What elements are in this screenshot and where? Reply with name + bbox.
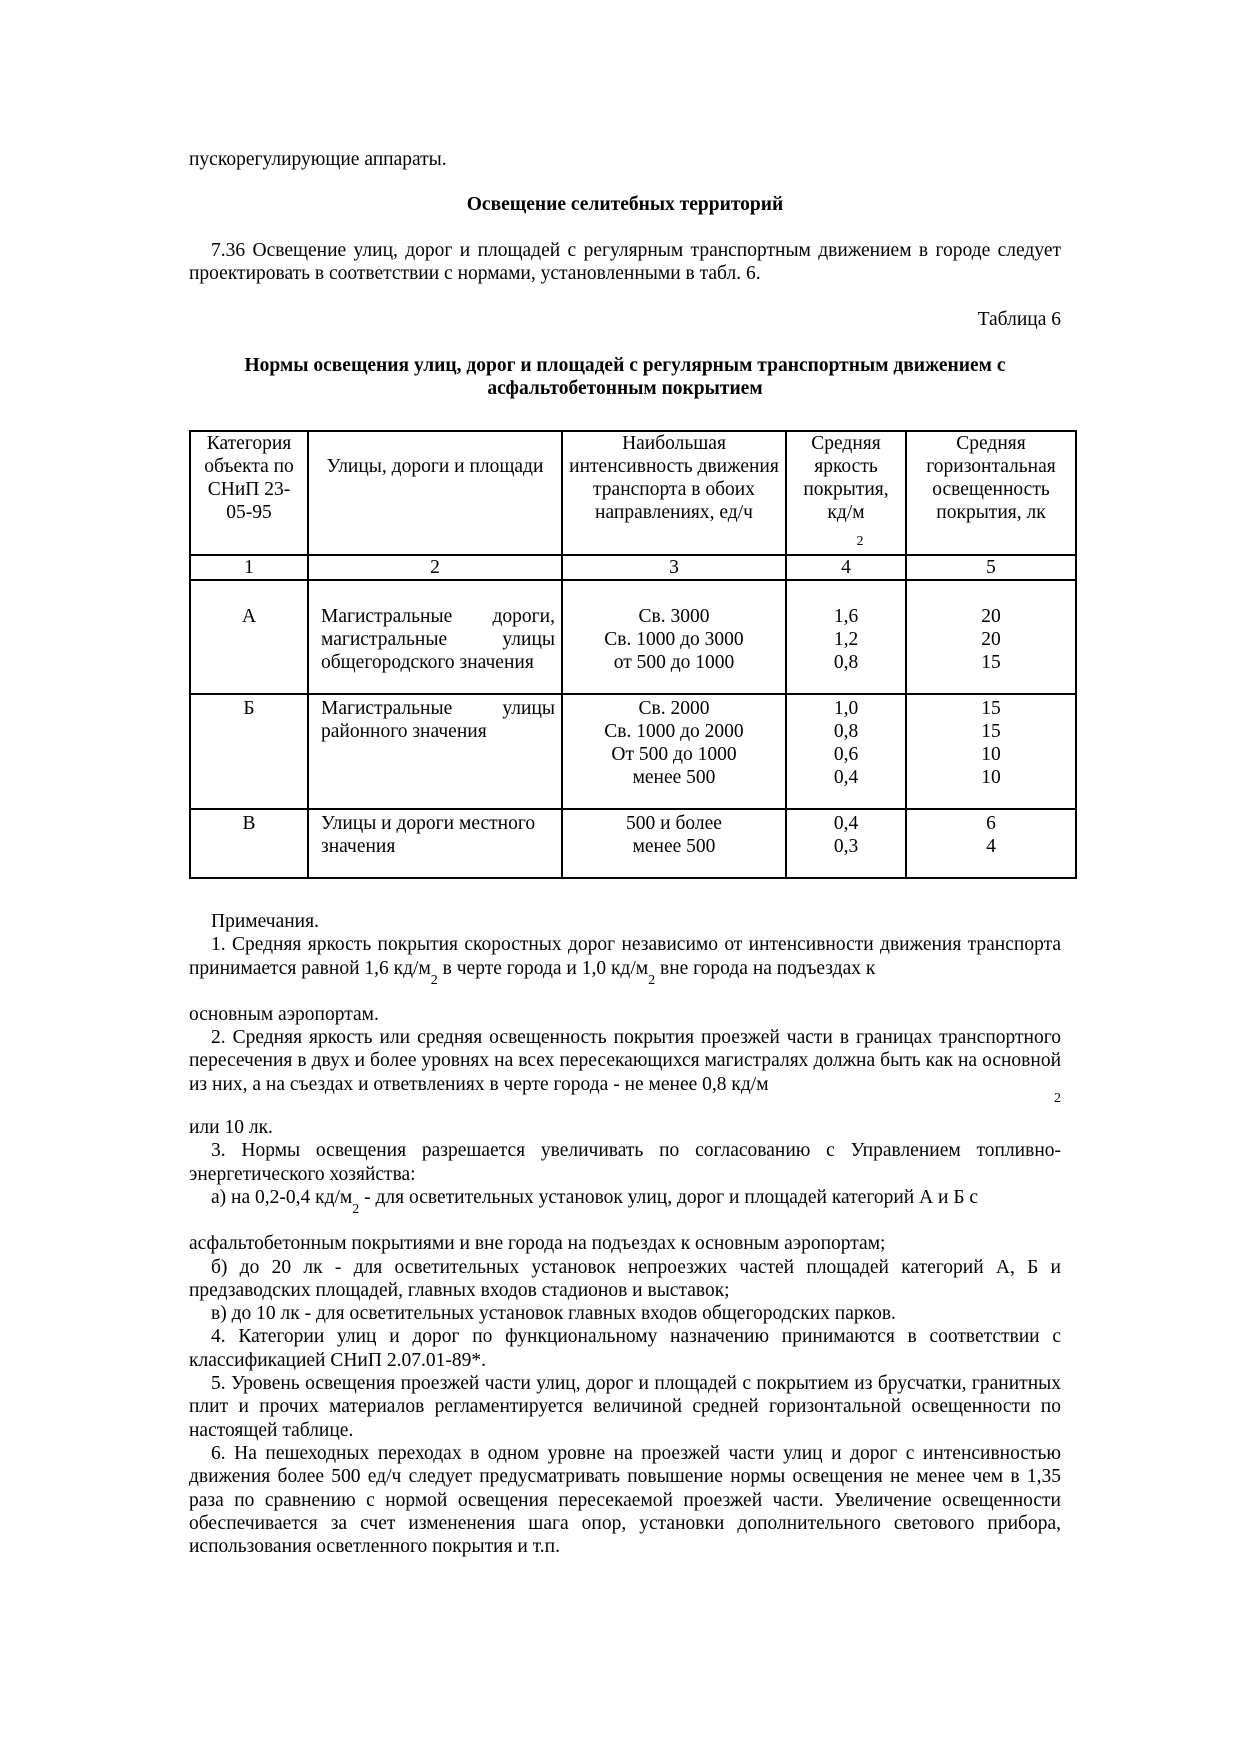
document-page: [189, 148, 1061, 400]
header-brightness-text: Средняя яркость покрытия, кд/м: [803, 433, 889, 523]
intensity-value: менее 500: [632, 836, 716, 857]
table-title-line-2: асфальтобетонным покрытием: [487, 378, 763, 399]
intensity-value: от 500 до 1000: [613, 652, 735, 673]
cell-street-type: Улицы и дороги местного значения: [308, 809, 562, 878]
note-3b: б) до 20 лк - для осветительных установок непроезжих частей площадей категорий А, Б и предзаводских площадей, главных входов стадионов и выставок;: [189, 1256, 1061, 1301]
brightness-value: 0,8: [833, 652, 859, 673]
note-3a-continuation: асфальтобетонным покрытиями и вне города на подъездах к основным аэропортам;: [189, 1233, 886, 1255]
illuminance-value: 6: [986, 813, 996, 834]
note-2-continuation: или 10 лк.: [189, 1117, 273, 1139]
superscript-2: 2: [648, 972, 656, 988]
cell-illuminance: [906, 809, 1076, 878]
note-6: 6. На пешеходных переходах в одном уровне на проезжей части улиц и дорог с интенсивностью движения более 500 ед/ч следует предусматривать повышение нормы освещения не менее чем в 1,35 раза по сравнению с нормой освещения пересекаемой проезжей части. Увеличение освещенности обеспечивается за счет измененения шага опор, установки дополнительного светового прибора, использования осветленного покрытия и т.п.: [189, 1442, 1061, 1558]
note-2: [189, 1026, 1061, 1096]
cell-category: А: [190, 580, 308, 694]
superscript-2: 2: [430, 972, 438, 988]
cell-brightness: [786, 580, 906, 694]
column-number: 3: [562, 555, 786, 580]
brightness-value: 0,6: [833, 744, 859, 765]
notes-heading: Примечания.: [211, 911, 319, 932]
cell-street-type: Магистральные дороги, магистральные улицы общегородского значения: [308, 580, 562, 694]
brightness-value: 0,4: [833, 813, 859, 834]
table-label: Таблица 6: [977, 309, 1061, 330]
cell-category: Б: [190, 694, 308, 809]
header-brightness: [786, 431, 906, 555]
intensity-value: 500 и более: [626, 813, 722, 834]
brightness-value: 1,6: [833, 606, 859, 627]
brightness-value: 1,2: [833, 629, 859, 650]
column-number: 1: [190, 555, 308, 580]
column-number: 2: [308, 555, 562, 580]
column-number: 5: [906, 555, 1076, 580]
cell-street-type: Магистральные улицы районного значения: [308, 694, 562, 809]
intensity-value: менее 500: [632, 767, 716, 788]
header-category: Категория объекта по СНиП 23-05-95: [190, 431, 308, 555]
table-title-line-1: Нормы освещения улиц, дорог и площадей с регулярным транспортным движением с: [244, 355, 1006, 376]
brightness-value: 0,8: [833, 721, 859, 742]
illuminance-value: 10: [981, 767, 1001, 788]
superscript-2: 2: [352, 1201, 360, 1217]
header-brightness-sup: 2: [856, 534, 864, 549]
cell-intensity: [562, 580, 786, 694]
illuminance-value: 20: [981, 606, 1001, 627]
illuminance-value: 15: [981, 721, 1001, 742]
intensity-value: Св. 2000: [638, 698, 710, 719]
column-number-row: [190, 555, 1076, 580]
illuminance-value: 4: [986, 836, 996, 857]
table-row-category-v: [190, 809, 1076, 878]
header-streets-text: Улицы, дороги и площади: [326, 456, 544, 477]
paragraph-7-36: 7.36 Освещение улиц, дорог и площадей с регулярным транспортным движением в городе следует проектировать в соответствии с нормами, установленными в табл. 6.: [189, 240, 1061, 284]
note-1: [189, 933, 1061, 988]
brightness-value: 1,0: [833, 698, 859, 719]
note-3a-text: - для осветительных установок улиц, дорог и площадей категорий А и Б с: [359, 1186, 979, 1208]
brightness-value: 0,3: [833, 836, 859, 857]
note-4: 4. Категории улиц и дорог по функциональному назначению принимаются в соответствии с классификацией СНиП 2.07.01-89*.: [189, 1326, 1061, 1371]
column-number: 4: [786, 555, 906, 580]
cell-intensity: [562, 809, 786, 878]
illuminance-value: 15: [981, 698, 1001, 719]
table-row-category-b: [190, 694, 1076, 809]
table-row-category-a: [190, 580, 1076, 694]
cell-illuminance: [906, 580, 1076, 694]
illuminance-value: 20: [981, 629, 1001, 650]
notes-section: [189, 910, 1061, 1558]
cell-intensity: [562, 694, 786, 809]
table-header-row: [190, 431, 1076, 555]
header-intensity: Наибольшая интенсивность движения транспорта в обоих направлениях, ед/ч: [562, 431, 786, 555]
cell-illuminance: [906, 694, 1076, 809]
brightness-value: 0,4: [833, 767, 859, 788]
continuation-line: пускорегулирующие аппараты.: [189, 149, 447, 170]
illuminance-value: 10: [981, 744, 1001, 765]
note-5: 5. Уровень освещения проезжей части улиц, дорог и площадей с покрытием из брусчатки, гранитных плит и прочих материалов регламентируется величиной средней горизонтальной освещенности по настоящей таблице.: [189, 1373, 1061, 1441]
header-streets: [308, 431, 562, 555]
intensity-value: От 500 до 1000: [611, 744, 737, 765]
note-1-text: в черте города и 1,0 кд/м: [437, 957, 649, 979]
note-3: 3. Нормы освещения разрешается увеличивать по согласованию с Управлением топливно-энергетического хозяйства:: [189, 1140, 1061, 1185]
intensity-value: Св. 3000: [638, 606, 710, 627]
intensity-value: Св. 1000 до 3000: [604, 629, 744, 650]
lighting-norms-table: [189, 430, 1077, 879]
illuminance-value: 15: [981, 652, 1001, 673]
superscript-2: 2: [1054, 1091, 1061, 1107]
note-3a: [189, 1186, 1061, 1217]
section-title: Освещение селитебных территорий: [466, 194, 784, 215]
note-3c: в) до 10 лк - для осветительных установок главных входов общегородских парков.: [211, 1303, 896, 1325]
cell-brightness: [786, 809, 906, 878]
cell-category: В: [190, 809, 308, 878]
intensity-value: Св. 1000 до 2000: [604, 721, 744, 742]
cell-brightness: [786, 694, 906, 809]
note-3a-text: а) на 0,2-0,4 кд/м: [211, 1186, 353, 1208]
header-illuminance: Средняя горизонтальная освещенность покрытия, лк: [906, 431, 1076, 555]
note-1-continuation: основным аэропортам.: [189, 1003, 379, 1025]
note-1-text: вне города на подъездах к: [655, 957, 876, 979]
note-1-text: 1. Средняя яркость покрытия скоростных дорог независимо от интенсивности движения транспорта принимается равной 1,6 кд/м: [189, 934, 1061, 979]
note-2-text: 2. Средняя яркость или средняя освещенность покрытия проезжей части в границах транспортного пересечения в двух и более уровнях на всех пересекающихся магистралях должна быть как на основной из них, а на съездах и ответвлениях в черте города - не менее 0,8 кд/м: [189, 1027, 1061, 1095]
